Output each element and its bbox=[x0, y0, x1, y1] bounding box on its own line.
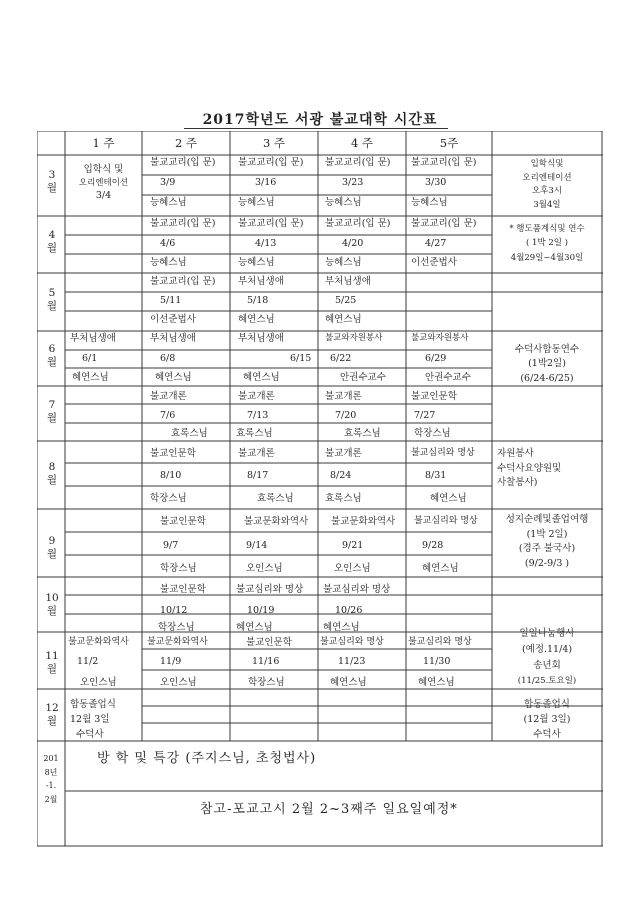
nov-week2-teacher: 오인스님 bbox=[160, 677, 197, 688]
mar-week4-teacher: 능혜스님 bbox=[325, 197, 362, 208]
jul-week3-course: 불교개론 bbox=[238, 391, 275, 402]
jul-week4-course: 불교개론 bbox=[325, 391, 362, 402]
nov-week3-course: 불교인문학 bbox=[246, 637, 292, 648]
apr-week2-date: 4/6 bbox=[160, 238, 176, 249]
jun-note: 수덕사합동연수 (1박2일) (6/24-6/25) bbox=[514, 344, 580, 384]
jun-week4-teacher: 안권수교수 bbox=[340, 372, 386, 383]
apr-week3-date: 4/13 bbox=[255, 238, 277, 249]
sep-week5-course: 불교심리와 명상 bbox=[414, 516, 478, 526]
oct-week3-teacher: 혜연스님 bbox=[236, 622, 273, 633]
mar-week3-date: 3/16 bbox=[255, 177, 277, 188]
apr-week5-teacher: 이선준법사 bbox=[411, 257, 457, 268]
nov-week4-course: 불교심리와 명상 bbox=[320, 637, 384, 647]
apr-week2-course: 불교교리(입 문) bbox=[150, 218, 216, 229]
jun-week2-teacher: 혜연스님 bbox=[155, 372, 192, 383]
apr-week4-date: 4/20 bbox=[342, 238, 364, 249]
apr-week3-teacher: 능혜스님 bbox=[238, 257, 275, 268]
sep-week3-course: 불교문화와역사 bbox=[244, 516, 309, 527]
jun-week4-course: 불교와자원봉사 bbox=[325, 333, 383, 343]
aug-week4-date: 8/24 bbox=[330, 470, 352, 481]
sep-week2-teacher: 학장스님 bbox=[160, 563, 197, 574]
jul-week2-date: 7/6 bbox=[160, 410, 176, 421]
aug-week2-date: 8/10 bbox=[160, 470, 182, 481]
aug-week3-date: 8/17 bbox=[247, 470, 269, 481]
week-header-5: 5주 bbox=[439, 136, 459, 150]
oct-week2-date: 10/12 bbox=[160, 605, 188, 616]
oct-week3-date: 10/19 bbox=[247, 605, 275, 616]
nov-week3-date: 11/16 bbox=[252, 656, 280, 667]
aug-week5-date: 8/31 bbox=[425, 470, 447, 481]
sep-week2-date: 9/7 bbox=[163, 540, 179, 551]
aug-week2-course: 불교인문학 bbox=[150, 448, 196, 459]
aug-week2-teacher: 학장스님 bbox=[150, 493, 187, 504]
nov-week4-teacher: 혜연스님 bbox=[330, 677, 367, 688]
mar-note: 입학식및 오리엔테이션 오후3시 3월4일 bbox=[522, 159, 572, 210]
mar-week3-course: 불교교리(입 문) bbox=[238, 157, 304, 168]
month-label-10: 10 월 bbox=[45, 592, 59, 618]
oct-week3-course: 불교심리와 명상 bbox=[236, 584, 304, 595]
jun-week1-date: 6/1 bbox=[82, 353, 98, 364]
nov-week5-date: 11/30 bbox=[423, 656, 451, 667]
month-label-11: 11 월 bbox=[45, 650, 59, 676]
footer-period: 201 8년 -1. 2월 bbox=[43, 754, 59, 804]
may-week4-teacher: 혜연스님 bbox=[325, 314, 362, 325]
mar-week2-course: 불교교리(입 문) bbox=[150, 157, 216, 168]
may-week3-teacher: 혜연스님 bbox=[238, 314, 275, 325]
month-label-7: 7 월 bbox=[46, 399, 58, 425]
apr-week5-date: 4/27 bbox=[425, 238, 447, 249]
week-header-2: 2 주 bbox=[174, 136, 198, 150]
oct-week4-course: 불교심리와 명상 bbox=[323, 584, 391, 595]
jun-week5-date: 6/29 bbox=[425, 353, 447, 364]
month-label-5: 5 월 bbox=[46, 287, 58, 313]
nov-week5-teacher: 혜연스님 bbox=[418, 677, 455, 688]
mar-week5-date: 3/30 bbox=[425, 177, 447, 188]
aug-week5-course: 불교심리와 명상 bbox=[411, 448, 475, 458]
nov-week2-course: 불교문화와역사 bbox=[147, 637, 208, 647]
sep-week4-date: 9/21 bbox=[342, 540, 364, 551]
nov-week2-date: 11/9 bbox=[160, 656, 182, 667]
oct-week2-course: 불교인문학 bbox=[160, 584, 206, 595]
month-label-12: 12 월 bbox=[45, 702, 59, 728]
may-week2-course: 불교교리(입 문) bbox=[150, 276, 216, 287]
nov-week1-course: 불교문화와역사 bbox=[68, 637, 129, 647]
nov-week3-teacher: 학장스님 bbox=[248, 677, 285, 688]
aug-week5-teacher: 혜연스님 bbox=[430, 493, 467, 504]
week-header-3: 3 주 bbox=[262, 136, 286, 150]
week-header-4: 4 주 bbox=[350, 136, 374, 150]
sep-week5-teacher: 혜연스님 bbox=[422, 563, 459, 574]
sep-week3-date: 9/14 bbox=[246, 540, 268, 551]
jun-week1-teacher: 혜연스님 bbox=[72, 372, 109, 383]
dec-note: 합동졸업식 (12월 3일) 수덕사 bbox=[523, 699, 571, 741]
jul-week5-teacher: 학장스님 bbox=[414, 428, 451, 439]
mar-week5-course: 불교교리(입 문) bbox=[411, 157, 477, 168]
sep-week2-course: 불교인문학 bbox=[160, 516, 206, 527]
footer-note: 참고-포교고시 2월 2~3째주 일요일예정* bbox=[200, 802, 458, 817]
may-week2-teacher: 이선준법사 bbox=[150, 314, 196, 325]
title-underline bbox=[184, 128, 448, 129]
jul-week5-course: 불교인문학 bbox=[411, 391, 457, 402]
aug-week4-teacher: 효록스님 bbox=[325, 493, 362, 504]
mar-week3-teacher: 능혜스님 bbox=[238, 197, 275, 208]
apr-week5-course: 불교교리(입 문) bbox=[411, 218, 477, 229]
jun-week5-course: 불교와자원봉사 bbox=[411, 333, 469, 343]
month-label-8: 8 월 bbox=[46, 461, 58, 487]
jul-week4-teacher: 효록스님 bbox=[344, 428, 381, 439]
mar-week2-date: 3/9 bbox=[160, 177, 176, 188]
month-label-6: 6 월 bbox=[46, 343, 58, 369]
jun-week3-course: 부처님생애 bbox=[238, 333, 284, 344]
mar-week4-course: 불교교리(입 문) bbox=[325, 157, 391, 168]
month-label-9: 9 월 bbox=[46, 535, 58, 561]
jul-week5-date: 7/27 bbox=[414, 410, 436, 421]
sep-week4-teacher: 오인스님 bbox=[334, 563, 371, 574]
jun-week4-date: 6/22 bbox=[330, 353, 352, 364]
oct-week4-date: 10/26 bbox=[335, 605, 363, 616]
nov-week1-date: 11/2 bbox=[77, 656, 99, 667]
nov-week5-course: 불교심리와 명상 bbox=[408, 637, 472, 647]
aug-week4-course: 불교개론 bbox=[325, 448, 362, 459]
sep-week4-course: 불교문화와역사 bbox=[331, 516, 396, 527]
jul-week4-date: 7/20 bbox=[335, 410, 357, 421]
jun-week1-course: 부처님생애 bbox=[70, 333, 116, 344]
aug-week3-course: 불교개론 bbox=[238, 448, 275, 459]
mar-week2-teacher: 능혜스님 bbox=[150, 197, 187, 208]
sep-week3-teacher: 오인스님 bbox=[246, 563, 283, 574]
mar-week5-teacher: 능혜스님 bbox=[411, 197, 448, 208]
apr-week4-course: 불교교리(입 문) bbox=[325, 218, 391, 229]
jun-week2-date: 6/8 bbox=[160, 353, 176, 364]
mar-week1-cell: 입학식 및 오리엔테이션 3/4 bbox=[78, 164, 129, 202]
apr-note: * 행도품계식및 연수 ( 1박 2일 ) 4월29일~4월30일 bbox=[509, 224, 585, 263]
page-title: 2017학년도 서광 불교대학 시간표 bbox=[202, 112, 438, 128]
oct-week2-teacher: 학장스님 bbox=[158, 622, 195, 633]
nov-note: 일일나눔행사 (예정.11/4) 송년회 (11/25.토요일) bbox=[517, 628, 577, 687]
sep-note: 성지순례및졸업여행 (1박 2일) (경주 불국사) (9/2-9/3 ) bbox=[505, 514, 589, 570]
aug-week3-teacher: 효록스님 bbox=[257, 493, 294, 504]
sep-week5-date: 9/28 bbox=[422, 540, 444, 551]
jul-week3-date: 7/13 bbox=[247, 410, 269, 421]
may-week4-date: 5/25 bbox=[335, 295, 357, 306]
jul-week2-teacher: 효록스님 bbox=[171, 428, 208, 439]
apr-week3-course: 불교교리(입 문) bbox=[238, 218, 304, 229]
month-label-4: 4 월 bbox=[46, 229, 58, 255]
jun-week2-course: 부처님생애 bbox=[150, 333, 196, 344]
dec-week1-cell: 합동졸업식 12월 3일 수덕사 bbox=[70, 699, 116, 741]
nov-week1-teacher: 오인스님 bbox=[80, 677, 117, 688]
apr-week2-teacher: 능혜스님 bbox=[150, 257, 187, 268]
apr-week4-teacher: 능혜스님 bbox=[325, 257, 362, 268]
jun-week3-date: 6/15 bbox=[290, 353, 312, 364]
month-label-3: 3 월 bbox=[46, 169, 58, 195]
oct-week4-teacher: 혜연스님 bbox=[323, 622, 360, 633]
aug-note: 자원봉사 수덕사요양원및 사찰봉사) bbox=[497, 448, 562, 489]
mar-week4-date: 3/23 bbox=[342, 177, 364, 188]
jun-week3-teacher: 혜연스님 bbox=[243, 372, 280, 383]
week-header-1: 1 주 bbox=[92, 136, 115, 150]
may-week3-date: 5/18 bbox=[247, 295, 269, 306]
nov-week4-date: 11/23 bbox=[338, 656, 366, 667]
may-week4-course: 부처님생애 bbox=[325, 276, 371, 287]
may-week3-course: 부처님생애 bbox=[238, 276, 284, 287]
jul-week2-course: 불교개론 bbox=[150, 391, 187, 402]
may-week2-date: 5/11 bbox=[160, 295, 182, 306]
footer-lecture: 방 학 및 특강 (주지스님, 초청법사) bbox=[97, 751, 317, 766]
jul-week3-teacher: 효록스님 bbox=[236, 428, 273, 439]
jun-week5-teacher: 안권수교수 bbox=[425, 372, 471, 383]
